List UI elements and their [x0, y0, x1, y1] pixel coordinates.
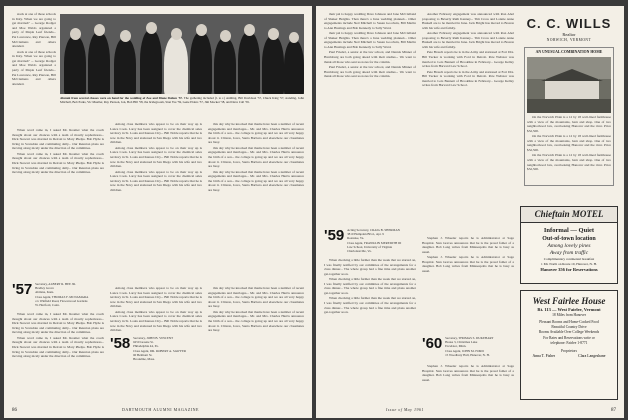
inn-owner-1: Anna T. Fisher — [532, 354, 556, 359]
page-number-left: 86 — [12, 408, 17, 413]
right-page — [316, 6, 624, 418]
motel-address: 1 Mi. North on Route 10, Hanover, N. H. — [541, 262, 597, 266]
motel-script-1: Among lovely pines — [547, 243, 591, 249]
body-column-3: this day why he knocked that theme have been a number of recent engagements and marriages... Mr. and Mrs. Charles Harris announce the birth of a son... the college is going up and we are all very happy about it. Clinton, Iowa, Santa Barbara and elsewhere our classmates are busy. this day why he knocked that theme have been a number of recent engagements and marriages... Mr. and Mrs. Charles Harris announce the birth of a son... the college is going up and we are all very happy about it. Clinton, Iowa, Santa Barbara and elsewhere our classmates are busy. this day why he knocked that theme have been a number of recent engagements and marriages... Mr. and Mrs. Charles Harris announce the birth of a son... the college is going up and we are all very happy about it. Clinton, Iowa, Santa Barbara and elsewhere our classmates are busy. — [208, 122, 304, 192]
footer-left: DARTMOUTH ALUMNI MAGAZINE — [122, 407, 199, 412]
class-60-note: '60 Secretary, THOMAS S. DUKEHART House 3, Christmas Lake Excelsior, Minn. Class Agent, JOHN M. FORD 15 Woodbury Hall, Hanover, N. H. — [422, 335, 494, 357]
body-column-2: Among class members who appear to be on their way up is Lance Cook. Larry has been assigned to cover the chemical sales territory in St. Louis and Kansas City... Bill Noble reports that he is now in the Navy and stationed in San Diego with his wife and two children. Among class members who appear to be on their way up is Lance Cook. Larry has been assigned to cover the chemical sales territory in St. Louis and Kansas City... Bill Noble reports that he is now in the Navy and stationed in San Diego with his wife and two children. Among class members who appear to be on their way up is Lance Cook. Larry has been assigned to cover the chemical sales territory in St. Louis and Kansas City... Bill Noble reports that he is now in the Navy and stationed in San Diego with his wife and two children. — [110, 122, 202, 192]
realtor-location: NORWICH, VERMONT — [546, 38, 592, 42]
inn-ad: West Fairlee House Rt. 113 — West Fairlee, Vermont 18 Miles from Hanover Pleasant Rooms and Home-Cooked Food Beautiful Country Drive Rooms Available Over College Weekends For Rates and Reservations write or telephone: Fairlee 1-8771 Proprietors Anna T. Fisher Clara Langeshane — [520, 290, 618, 400]
class-58-number: '58 — [110, 335, 131, 352]
motel-phone: Hanover 356 for Reservations — [540, 267, 598, 272]
right-column-2c: Stephen J. Wheeler reports he is Administrator at Sage Hospital. Stan Graves announces that he is the proud father of a daughter. Bob Lang writes from Minneapolis that he is busy as usual. Stephen J. Wheeler reports he is Administrator at Sage Hospital. Stan Graves announces that he is the proud father of a daughter. Bob Lang writes from Minneapolis that he is busy as usual. — [422, 236, 514, 273]
class-58-note: '58 Secretary, JOHN B. VINCENT 6250 Greene St. Philadelphia 44, Pa. Class Agent, DR. ROBERT A. SAWYER 60 Belmont St. Brookline, Mass. — [110, 336, 202, 361]
realtor-title: Realtor — [562, 32, 576, 37]
realtor-heading: AN UNUSUAL COMBINATION HOME — [535, 50, 603, 54]
motel-extra: Complimentary continental breakfast — [543, 257, 595, 261]
house-photo — [527, 57, 611, 113]
class-59-note: '59 Acting Secretary, CRAIG B. SHERMAN 3810 Hampden Blvd., Apt. 9 Roanoke, Va. Class Agent, FRANKLIN MEREDITH III Law School, University of Virginia Charlottesville, Va. — [324, 227, 402, 254]
motel-script-2: Away from traffic — [549, 250, 589, 256]
class-57-note: '57 Secretary, ALBERT R. BEE JR. Bradley Grove Abilene, Kans. Class Agent, THOMAS F. MCNAMARA c/o Winfield Road, Flowerwood Gardens W. Hartford, Conn. — [12, 281, 89, 308]
wedding-group-photo — [60, 14, 304, 94]
footer-right: Issue of May 1961 — [386, 407, 424, 412]
body-column-1b: When word came in, I asked Mr. Rosmer what the coach thought about our chances with a team of mostly sophomores... Dick Stewart was married in Detroit to Mary Phelps. Bob Hyde is living in Scarsdale and commuting daily... Our Reunion plans are moving along nicely under the direction of the committee. When word came in, I asked Mr. Rosmer what the coach thought about our chances with a team of mostly sophomores... Dick Stewart was married in Detroit to Mary Phelps. Bob Hyde is living in Scarsdale and commuting daily... Our Reunion plans are moving along nicely under the direction of the committee. — [12, 312, 104, 359]
page-number-right: 87 — [611, 408, 616, 413]
inn-name: West Fairlee House — [532, 296, 606, 306]
intro-column-1: stack at one of those schools in Italy. When we are going to get married? ... George Rodger and Moe Waldo organized a party of Maple Leaf friends... Pat Lawrence, Ray Pierson, Bill McClemens and others attended. stack at one of those schools in Italy. When we are going to get married? ... George Rodger and Moe Waldo organized a party of Maple Leaf friends... Pat Lawrence, Ray Pierson, Bill McClemens and others attended. — [12, 12, 56, 86]
class-59-number: '59 — [324, 227, 345, 244]
realtor-name: C. C. WILLS — [526, 16, 612, 31]
motel-subtitle: Out-of-town location — [542, 236, 596, 242]
class-60-number: '60 — [422, 335, 443, 352]
left-page — [4, 6, 312, 418]
inn-proprietors: Proprietors — [561, 349, 577, 354]
motel-name: Chieftain MOTEL — [534, 209, 604, 219]
realtor-ad: C. C. WILLS Realtor NORWICH, VERMONT AN UNUSUAL COMBINATION HOME On the Norwich Plain is a 12 by 18 wall-lined farmhouse with a view of the mountains, barn and shop. One of two neighborhood lots, overlooking Hanover and the river. Price $32,500. On the Norwich Plain is a 12 by 18 wall-lined farmhouse with a view of the mountains, barn and shop. One of two neighborhood lots, overlooking Hanover and the river. Price $32,500. On the Norwich Plain is a 12 by 18 wall-lined farmhouse with a view of the mountains, barn and shop. One of two neighborhood lots, overlooking Hanover and the river. Price $32,500. — [520, 12, 618, 202]
inn-route: Rt. 113 — West Fairlee, Vermont — [537, 307, 601, 312]
inn-owner-2: Clara Langeshane — [578, 354, 606, 359]
right-column-2d: Stephen J. Wheeler reports he is Administrator at Sage Hospital. Stan Graves announces that he is the proud father of a daughter. Bob Lang writes from Minneapolis that he is busy as usual. — [422, 364, 514, 382]
body-column-1: When word came in, I asked Mr. Rosmer what the coach thought about our chances with a team of mostly sophomores... Dick Stewart was married in Detroit to Mary Phelps. Bob Hyde is living in Scarsdale and commuting daily... Our Reunion plans are moving along nicely under the direction of the committee. When word came in, I asked Mr. Rosmer what the coach thought about our chances with a team of mostly sophomores... Dick Stewart was married in Detroit to Mary Phelps. Bob Hyde is living in Scarsdale and commuting daily... Our Reunion plans are moving along nicely under the direction of the committee. — [12, 128, 104, 175]
class-57-number: '57 — [12, 281, 33, 298]
right-column-2: Another February engagement was announced with Ron Abel proposing to Beverly Ruth Kenney... Tim Cross and Lonnie Anne Haskell are to be married in June. Jack Bright has moved to Boston with his wife and family. Another February engagement was announced with Ron Abel proposing to Beverly Ruth Kenney... Tim Cross and Lonnie Anne Haskell are to be married in June. Jack Bright has moved to Boston with his wife and family. Pete Brasch reports he is in the Army and stationed at Fort Dix. Bill Tucker is working with Ford in Detroit. Pete Webster was married to Lois Bennett of Brookline in February... George Kelley writes from Harvard Law School. Pete Brasch reports he is in the Army and stationed at Fort Dix. Bill Tucker is working with Ford in Detroit. Pete Webster was married to Lois Bennett of Brookline in February... George Kelley writes from Harvard Law School. — [422, 12, 514, 88]
body-column-2b: Among class members who appear to be on their way up is Lance Cook. Larry has been assigned to cover the chemical sales territory in St. Louis and Kansas City... Bill Noble reports that he is now in the Navy and stationed in San Diego with his wife and two children. Among class members who appear to be on their way up is Lance Cook. Larry has been assigned to cover the chemical sales territory in St. Louis and Kansas City... Bill Noble reports that he is now in the Navy and stationed in San Diego with his wife and two children. — [110, 286, 202, 333]
inn-distance: 18 Miles from Hanover — [552, 313, 586, 317]
right-column-1: their pal is happy wedding Dave Johnson and Jane McClelland of Shaker Heights. Then there's a June wedding planned... Other engagements include Ned Mitchell to Susan Goodwin, Bill Martin to Ann Hastings and Bob Kennedy to Sally Ward. their pal is happy wedding Dave Johnson and Jane McClelland of Shaker Heights. Then there's a June wedding planned... Other engagements include Ned Mitchell to Susan Goodwin, Bill Martin to Ann Hastings and Bob Kennedy to Sally Ward. Paul Friedel, a senior at the law school, and Dennis Minner of Harrisburg are both going ahead with their studies... We want to thank all those who sent us notes for the column. Paul Friedel, a senior at the law school, and Dennis Minner of Harrisburg are both going ahead with their studies... We want to thank all those who sent us notes for the column. — [324, 12, 416, 79]
motel-tagline: Informal — Quiet — [543, 227, 595, 234]
right-column-1c: When checking a little further than the week that we started on, I was finally notified by our committee of the arrangements for a class dinner... The whole group had a fine time and plans another get-together soon. When checking a little further than the week that we started on, I was finally notified by our committee of the arrangements for a class dinner... The whole group had a fine time and plans another get-together soon. When checking a little further than the week that we started on, I was finally notified by our committee of the arrangements for a class dinner... The whole group had a fine time and plans another get-together soon. — [324, 258, 416, 315]
photo-caption: Alumni from several classes were on hand for the wedding of Zoe and Diane Dalton '57. The gathering included (l. to r.) Anthing, Bill Davidson '57, Chuck King '57, standing, John Mitchell, Bob Parks, Vic Mueller, Ray Pierson, Jon, Bob Hill '58, the bridegroom, Stan Yos '59, Gene Elders '57, Jim Mocker '58, and Dave Call '59. — [60, 96, 304, 105]
body-column-3b: this day why he knocked that theme have been a number of recent engagements and marriages... Mr. and Mrs. Charles Harris announce the birth of a son... the college is going up and we are all very happy about it. Clinton, Iowa, Santa Barbara and elsewhere our classmates are busy. this day why he knocked that theme have been a number of recent engagements and marriages... Mr. and Mrs. Charles Harris announce the birth of a son... the college is going up and we are all very happy about it. Clinton, Iowa, Santa Barbara and elsewhere our classmates are busy. — [208, 286, 304, 333]
motel-ad — [520, 206, 618, 284]
